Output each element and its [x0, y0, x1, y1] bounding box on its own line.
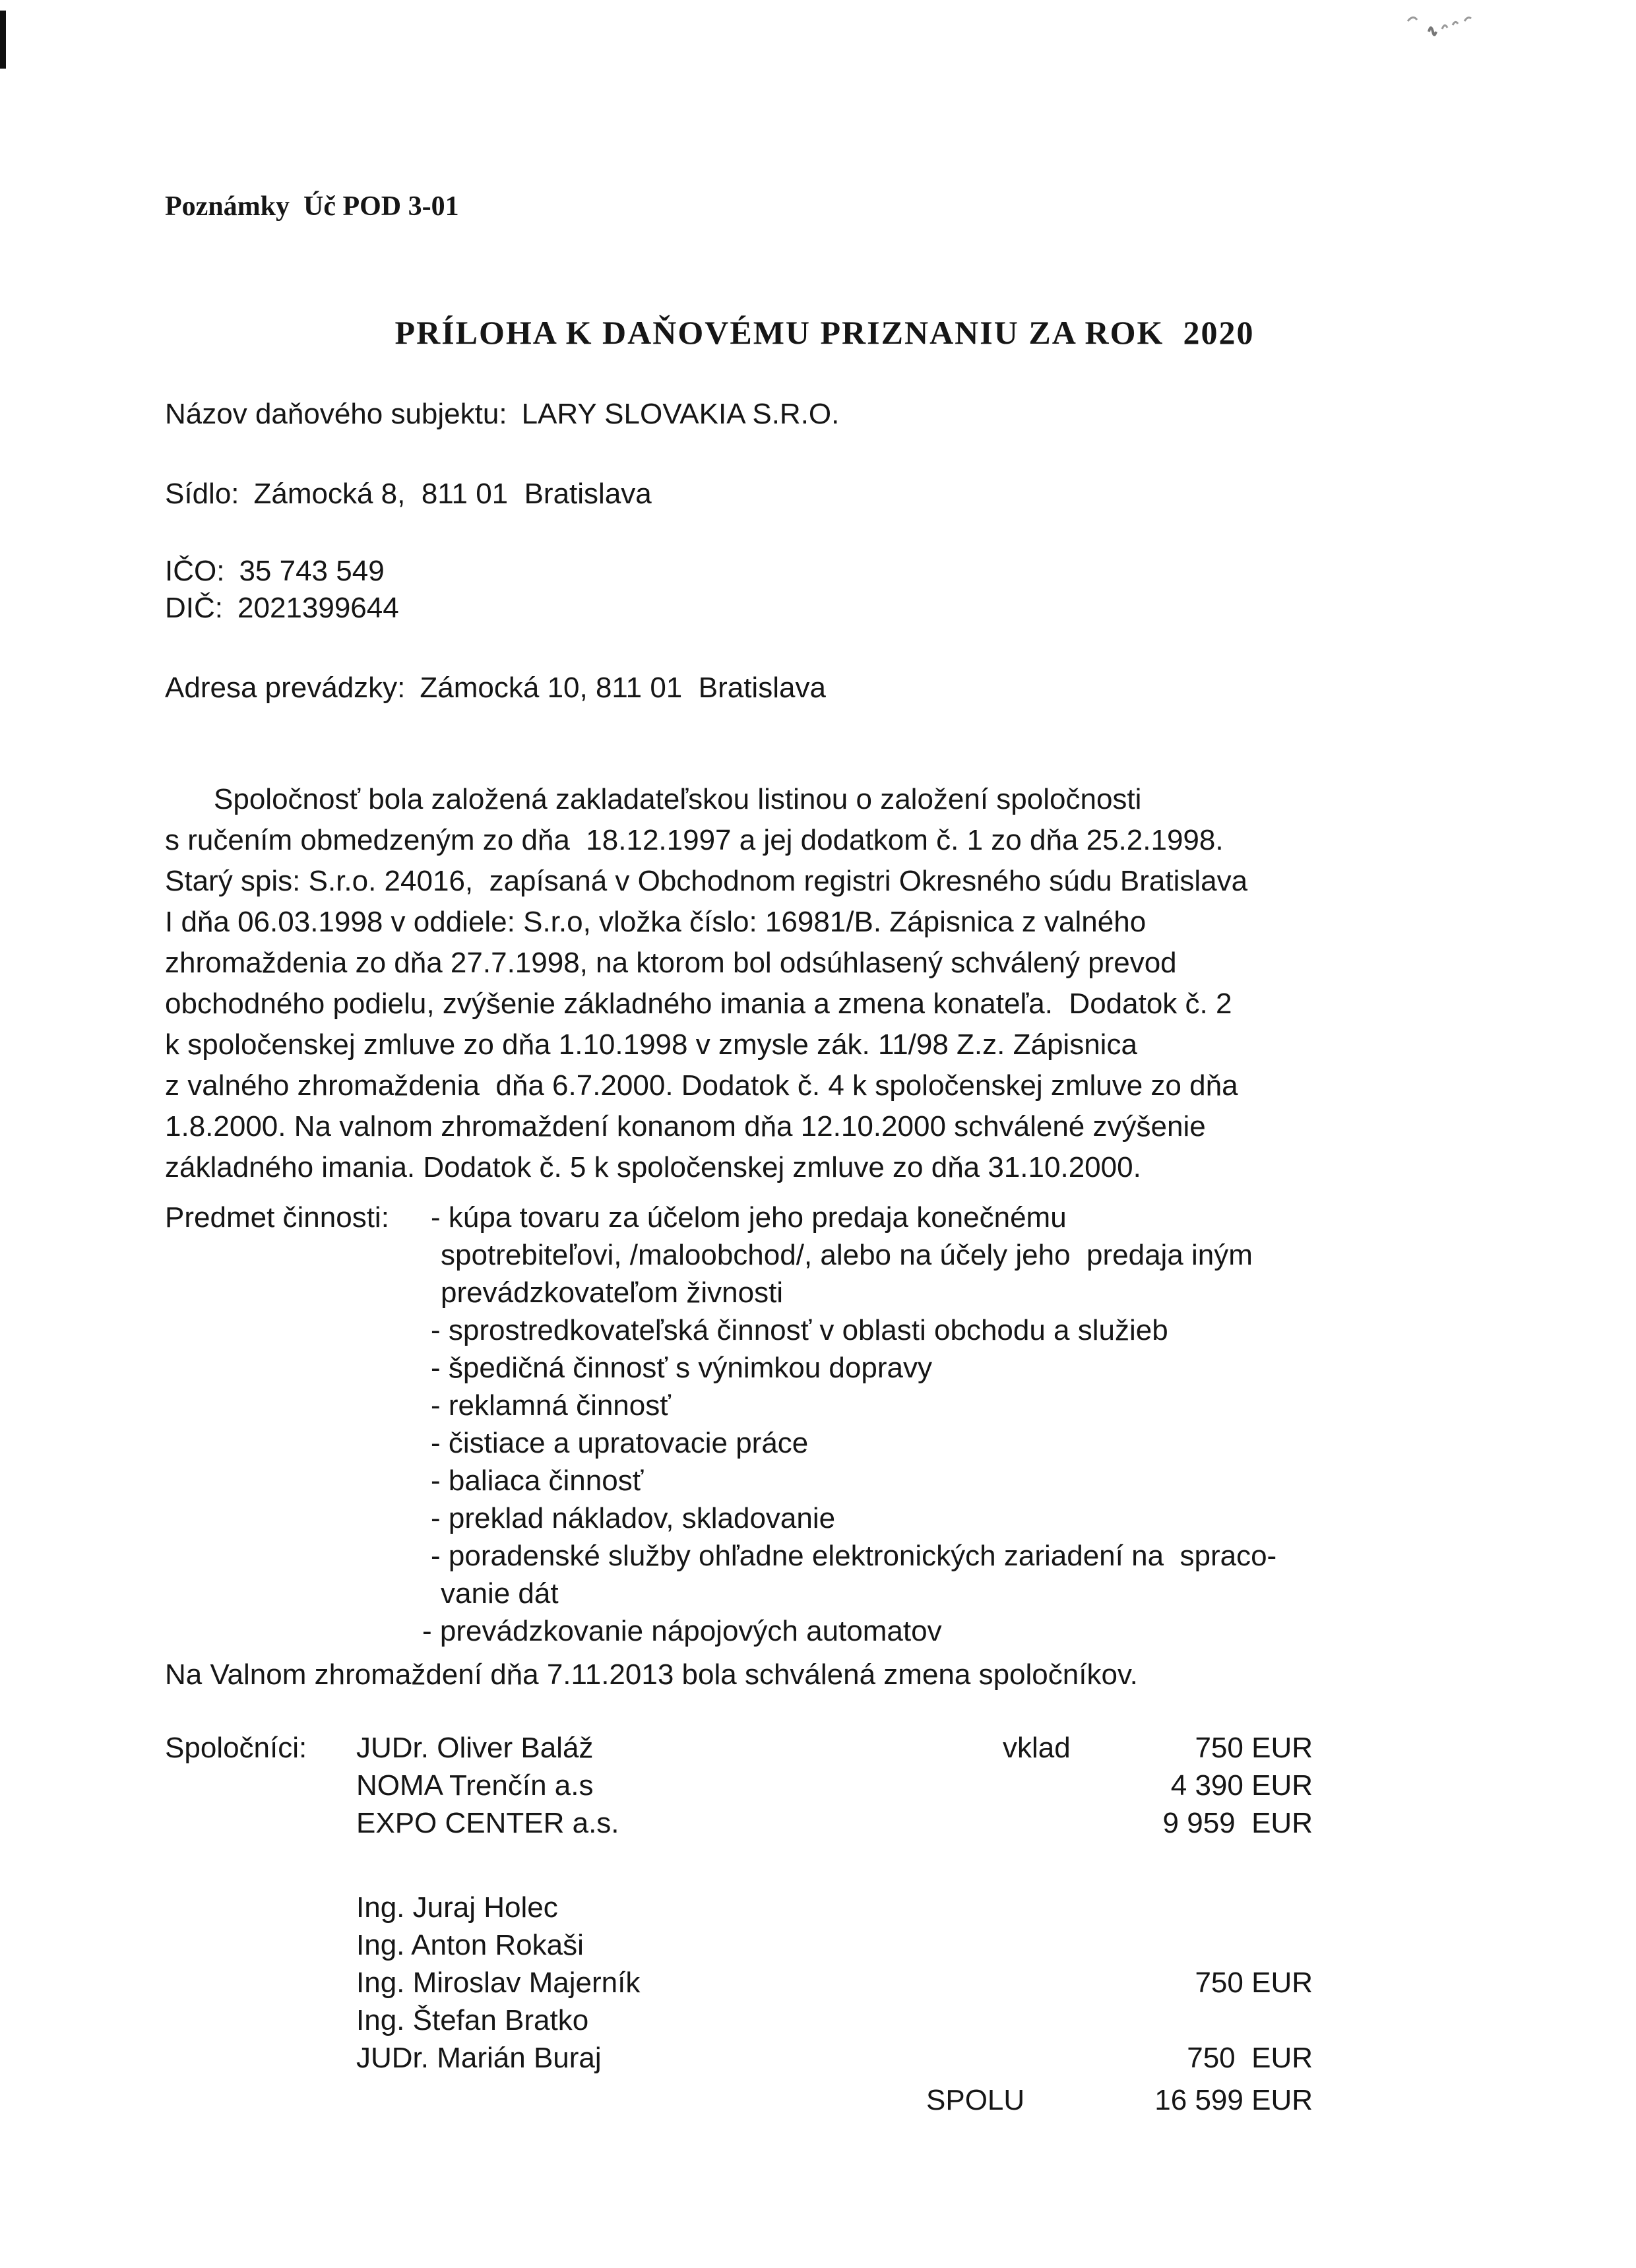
- activity-line: prevádzkovateľom živnosti: [441, 1276, 784, 1309]
- partner-amount: 750 EUR: [1195, 1967, 1313, 1999]
- ico-value: 35 743 549: [239, 555, 385, 587]
- ico-line: [165, 553, 1484, 590]
- total-label: SPOLU: [926, 2084, 1025, 2116]
- partner-row: [356, 1804, 1484, 1842]
- partner-mid: [1003, 1889, 1108, 1926]
- partner-amount: [1108, 1926, 1313, 1964]
- partner-name: JUDr. Oliver Baláž: [356, 1732, 594, 1764]
- partner-mid: [1003, 2001, 1108, 2039]
- partner-name: NOMA Trenčín a.s: [356, 1769, 594, 1802]
- shareholders-change-note: Na Valnom zhromaždení dňa 7.11.2013 bola schválená zmena spoločníkov.: [165, 1658, 1138, 1691]
- subject-name-label: Názov daňového subjektu:: [165, 398, 507, 430]
- seat-value: Zámocká 8, 811 01 Bratislava: [253, 478, 652, 510]
- partner-name: EXPO CENTER a.s.: [356, 1807, 619, 1839]
- deposit-label: vklad: [1003, 1732, 1071, 1764]
- premises-value: Zámocká 10, 811 01 Bratislava: [420, 672, 826, 704]
- activity-line: - kúpa tovaru za účelom jeho predaja konečnému: [431, 1201, 1067, 1234]
- subject-name-line: [165, 396, 1484, 433]
- pen-squiggle-icon: [1404, 12, 1490, 45]
- partner-amount: [1108, 2001, 1313, 2039]
- seat-label: Sídlo:: [165, 478, 239, 510]
- partner-name: Ing. Anton Rokaši: [356, 1929, 584, 1961]
- partner-mid: [1003, 1926, 1108, 1964]
- partner-row: [356, 2039, 1484, 2077]
- partner-row: [356, 1926, 1484, 1964]
- activity-line: - sprostredkovateľská činnosť v oblasti obchodu a služieb: [431, 1314, 1168, 1346]
- partner-row: [356, 2001, 1484, 2039]
- partner-amount: 750 EUR: [1195, 1732, 1313, 1764]
- activity-line: - poradenské služby ohľadne elektronických zariadení na spraco-: [431, 1540, 1277, 1572]
- history-line: s ručením obmedzeným zo dňa 18.12.1997 a jej dodatkom č. 1 zo dňa 25.2.1998.: [165, 824, 1224, 856]
- form-code: Poznámky Úč POD 3-01: [165, 191, 459, 222]
- partner-amount: [1108, 1889, 1313, 1926]
- subject-name-value: LARY SLOVAKIA S.R.O.: [521, 398, 840, 430]
- history-line: zhromaždenia zo dňa 27.7.1998, na ktorom bol odsúhlasený schválený prevod: [165, 947, 1177, 979]
- dic-label: DIČ:: [165, 592, 223, 624]
- scan-pen-artifact: [1404, 12, 1490, 45]
- total-amount: 16 599 EUR: [1154, 2084, 1313, 2116]
- partner-row: [356, 1964, 1484, 2001]
- partner-row: [356, 1729, 1484, 1767]
- activity-line: vanie dát: [441, 1577, 559, 1610]
- partner-amount: 750 EUR: [1187, 2042, 1313, 2074]
- partners-table: [356, 1729, 1484, 2119]
- activity-line: - špedičná činnosť s výnimkou dopravy: [431, 1352, 932, 1384]
- activities-label: Predmet činnosti:: [165, 1201, 389, 1234]
- partner-amount: 9 959 EUR: [1162, 1807, 1313, 1839]
- partners-section: [165, 1729, 1484, 2119]
- company-history-paragraph: [165, 779, 1484, 1188]
- total-row: [356, 2081, 1484, 2119]
- partner-mid: [1003, 1804, 1108, 1842]
- history-line: I dňa 06.03.1998 v oddiele: S.r.o, vložka číslo: 16981/B. Zápisnica z valného: [165, 906, 1147, 938]
- partner-mid: [1003, 2039, 1108, 2077]
- activities-list: [422, 1199, 1484, 1650]
- activity-line: - čistiace a upratovacie práce: [431, 1427, 809, 1459]
- activity-line: - prevádzkovanie nápojových automatov: [422, 1615, 942, 1647]
- scan-edge-artifact: [0, 11, 6, 69]
- history-line: z valného zhromaždenia dňa 6.7.2000. Dodatok č. 4 k spoločenskej zmluve zo dňa: [165, 1069, 1238, 1102]
- partner-name: JUDr. Marián Buraj: [356, 2042, 602, 2074]
- dic-value: 2021399644: [237, 592, 399, 624]
- partner-row: [356, 1767, 1484, 1804]
- partner-name: Ing. Juraj Holec: [356, 1891, 558, 1924]
- history-line: Starý spis: S.r.o. 24016, zapísaná v Obchodnom registri Okresného súdu Bratislava: [165, 865, 1248, 897]
- partner-mid: [1003, 1964, 1108, 2001]
- page-title: PRÍLOHA K DAŇOVÉMU PRIZNANIU ZA ROK 2020: [394, 314, 1255, 351]
- partner-amount: 4 390 EUR: [1170, 1769, 1313, 1802]
- activity-line: spotrebiteľovi, /maloobchod/, alebo na účely jeho predaja iným: [441, 1239, 1253, 1271]
- activity-line: - reklamná činnosť: [431, 1389, 671, 1422]
- history-line: Spoločnosť bola založená zakladateľskou listinou o založení spoločnosti: [214, 783, 1142, 815]
- activity-line: - baliaca činnosť: [431, 1465, 644, 1497]
- history-line: základného imania. Dodatok č. 5 k spoločenskej zmluve zo dňa 31.10.2000.: [165, 1151, 1141, 1183]
- history-line: k spoločenskej zmluve zo dňa 1.10.1998 v zmysle zák. 11/98 Z.z. Zápisnica: [165, 1028, 1137, 1061]
- partner-mid: [1003, 1767, 1108, 1804]
- history-line: 1.8.2000. Na valnom zhromaždení konanom dňa 12.10.2000 schválené zvýšenie: [165, 1110, 1206, 1143]
- dic-line: [165, 590, 1484, 627]
- partner-name: Ing. Štefan Bratko: [356, 2004, 589, 2036]
- premises-label: Adresa prevádzky:: [165, 672, 406, 704]
- activities-section: [165, 1199, 1484, 1650]
- ico-label: IČO:: [165, 555, 225, 587]
- history-line: obchodného podielu, zvýšenie základného imania a zmena konateľa. Dodatok č. 2: [165, 988, 1232, 1020]
- premises-line: [165, 670, 1484, 707]
- total-spacer: [356, 2081, 926, 2119]
- activity-line: - preklad nákladov, skladovanie: [431, 1502, 836, 1534]
- partners-label: Spoločníci:: [165, 1732, 307, 1764]
- partner-row: [356, 1889, 1484, 1926]
- seat-line: [165, 476, 1484, 513]
- partner-name: Ing. Miroslav Majerník: [356, 1967, 641, 1999]
